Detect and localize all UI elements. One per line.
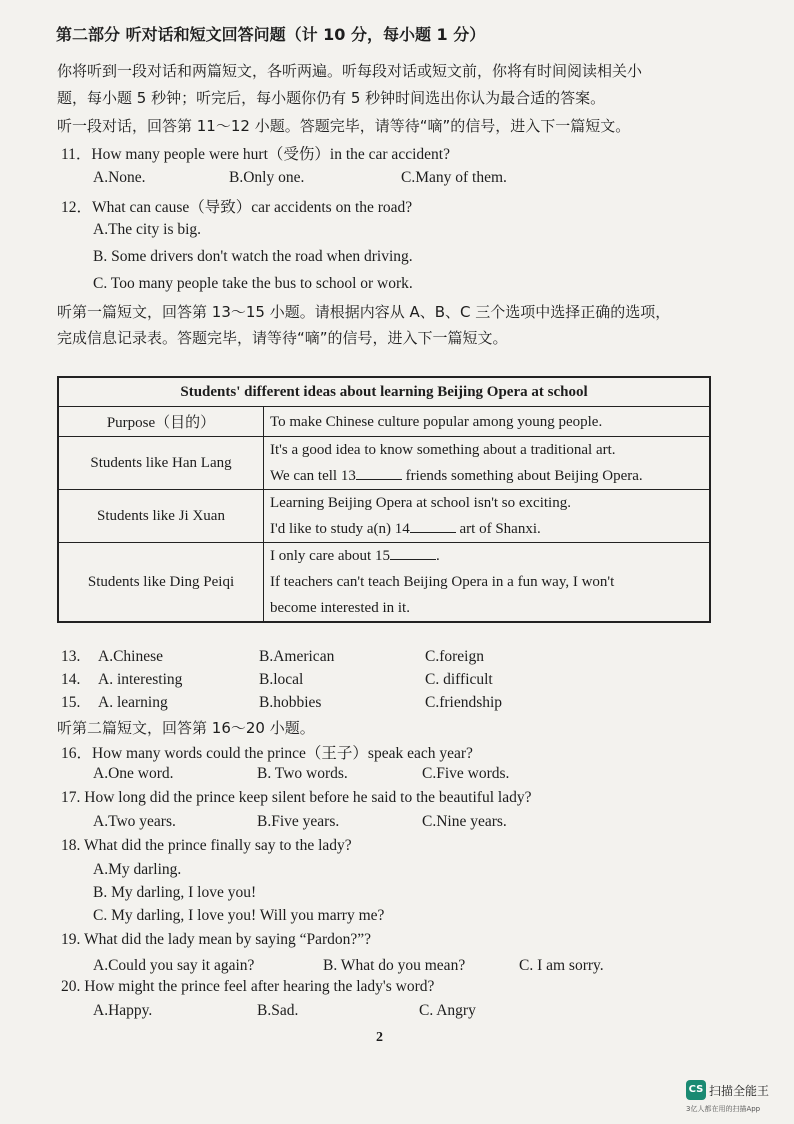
intro-line-2: 题，每小题 5 秒钟；听完后，每小题你仍有 5 秒钟时间选出你认为最合适的答案。 xyxy=(57,89,606,107)
row-line: I only care about 15 . xyxy=(270,548,440,564)
q18-option-a: A.My darling. xyxy=(93,861,182,878)
passage1-instruction-2: 完成信息记录表。答题完毕，请等待“嘀”的信号，进入下一篇短文。 xyxy=(57,329,508,347)
q17-option-a: A.Two years. xyxy=(93,813,176,830)
q13-number: 13. xyxy=(61,648,81,665)
q13-option-c: C.foreign xyxy=(425,648,484,665)
q17-option-c: C.Nine years. xyxy=(422,813,507,830)
q15-option-a: A. learning xyxy=(98,694,168,711)
scanner-watermark xyxy=(686,1080,769,1100)
row-line: I'd like to study a(n) 14 art of Shanxi. xyxy=(270,521,541,537)
cs-logo-icon: CS xyxy=(686,1080,706,1100)
q11-option-c: C.Many of them. xyxy=(401,169,507,186)
row-label: Students like Ding Peiqi xyxy=(58,543,264,623)
table-row xyxy=(58,437,710,490)
q14-option-a: A. interesting xyxy=(98,671,183,688)
q20-stem: 20. How might the prince feel after hearing the lady's word? xyxy=(61,978,435,995)
q12-option-b: B. Some drivers don't watch the road when driving. xyxy=(93,248,413,265)
q12-option-a: A.The city is big. xyxy=(93,221,202,238)
q14-option-b: B.local xyxy=(259,671,304,688)
row-value xyxy=(264,407,711,437)
q19-option-c: C. I am sorry. xyxy=(519,957,604,974)
q16-option-b: B. Two words. xyxy=(257,765,348,782)
intro-line-1: 你将听到一段对话和两篇短文，各听两遍。听每段对话或短文前，你将有时间阅读相关小 xyxy=(57,62,643,80)
q18-stem: 18. What did the prince finally say to the lady? xyxy=(61,837,352,854)
row-value xyxy=(264,490,711,543)
q20-option-a: A.Happy. xyxy=(93,1002,153,1019)
row-line: To make Chinese culture popular among young people. xyxy=(270,413,603,430)
row-value xyxy=(264,437,711,490)
answer-blank-15[interactable] xyxy=(390,559,436,560)
q19-option-a: A.Could you say it again? xyxy=(93,957,255,974)
row-line: If teachers can't teach Beijing Opera in a fun way, I won't xyxy=(270,574,615,590)
q16-option-c: C.Five words. xyxy=(422,765,510,782)
q15-option-b: B.hobbies xyxy=(259,694,322,711)
q12-option-c: C. Too many people take the bus to school or work. xyxy=(93,275,413,292)
answer-blank-14[interactable] xyxy=(410,532,456,533)
q14-option-c: C. difficult xyxy=(425,671,493,688)
q13-option-b: B.American xyxy=(259,648,335,665)
q11-option-b: B.Only one. xyxy=(229,169,305,186)
q16-option-a: A.One word. xyxy=(93,765,174,782)
row-line: become interested in it. xyxy=(270,600,410,616)
q11-stem: 11．How many people were hurt（受伤）in the car accident? xyxy=(61,146,450,163)
q20-option-c: C. Angry xyxy=(419,1002,476,1019)
q18-option-b: B. My darling, I love you! xyxy=(93,884,257,901)
q18-option-c: C. My darling, I love you! Will you marry me? xyxy=(93,907,385,924)
watermark-tagline: 3亿人都在用的扫描App xyxy=(686,1105,761,1113)
table-row xyxy=(58,543,710,623)
q14-number: 14. xyxy=(61,671,81,688)
q17-option-b: B.Five years. xyxy=(257,813,340,830)
row-label: Purpose（目的） xyxy=(58,407,264,437)
info-table xyxy=(57,376,711,623)
q13-option-a: A.Chinese xyxy=(98,648,164,665)
watermark-name: 扫描全能王 xyxy=(709,1083,770,1098)
q12-stem: 12．What can cause（导致）car accidents on the road? xyxy=(61,199,413,216)
row-label: Students like Han Lang xyxy=(58,437,264,490)
table-row xyxy=(58,490,710,543)
section-title: 第二部分 听对话和短文回答问题（计 10 分，每小题 1 分） xyxy=(56,25,486,44)
q16-stem: 16．How many words could the prince（王子）speak each year? xyxy=(61,745,473,762)
q15-option-c: C.friendship xyxy=(425,694,503,711)
dialogue-instruction: 听一段对话，回答第 11～12 小题。答题完毕，请等待“嘀”的信号，进入下一篇短文。 xyxy=(57,117,631,135)
page-number: 2 xyxy=(376,1030,383,1045)
table-title: Students' different ideas about learning Beijing Opera at school xyxy=(58,377,710,407)
row-value xyxy=(264,543,711,623)
q20-option-b: B.Sad. xyxy=(257,1002,299,1019)
table-row xyxy=(58,407,710,437)
answer-blank-13[interactable] xyxy=(356,479,402,480)
passage1-instruction-1: 听第一篇短文，回答第 13～15 小题。请根据内容从 A、B、C 三个选项中选择正确的选项， xyxy=(57,303,671,321)
q15-number: 15. xyxy=(61,694,81,711)
row-label: Students like Ji Xuan xyxy=(58,490,264,543)
q11-option-a: A.None. xyxy=(93,169,146,186)
row-line: It's a good idea to know something about a traditional art. xyxy=(270,442,616,458)
q19-stem: 19. What did the lady mean by saying “Pardon?”? xyxy=(61,931,372,948)
q17-stem: 17. How long did the prince keep silent before he said to the beautiful lady? xyxy=(61,789,532,806)
row-line: Learning Beijing Opera at school isn't so exciting. xyxy=(270,495,571,511)
row-line: We can tell 13 friends something about Beijing Opera. xyxy=(270,468,643,484)
q19-option-b: B. What do you mean? xyxy=(323,957,466,974)
passage2-instruction: 听第二篇短文，回答第 16～20 小题。 xyxy=(57,719,315,737)
